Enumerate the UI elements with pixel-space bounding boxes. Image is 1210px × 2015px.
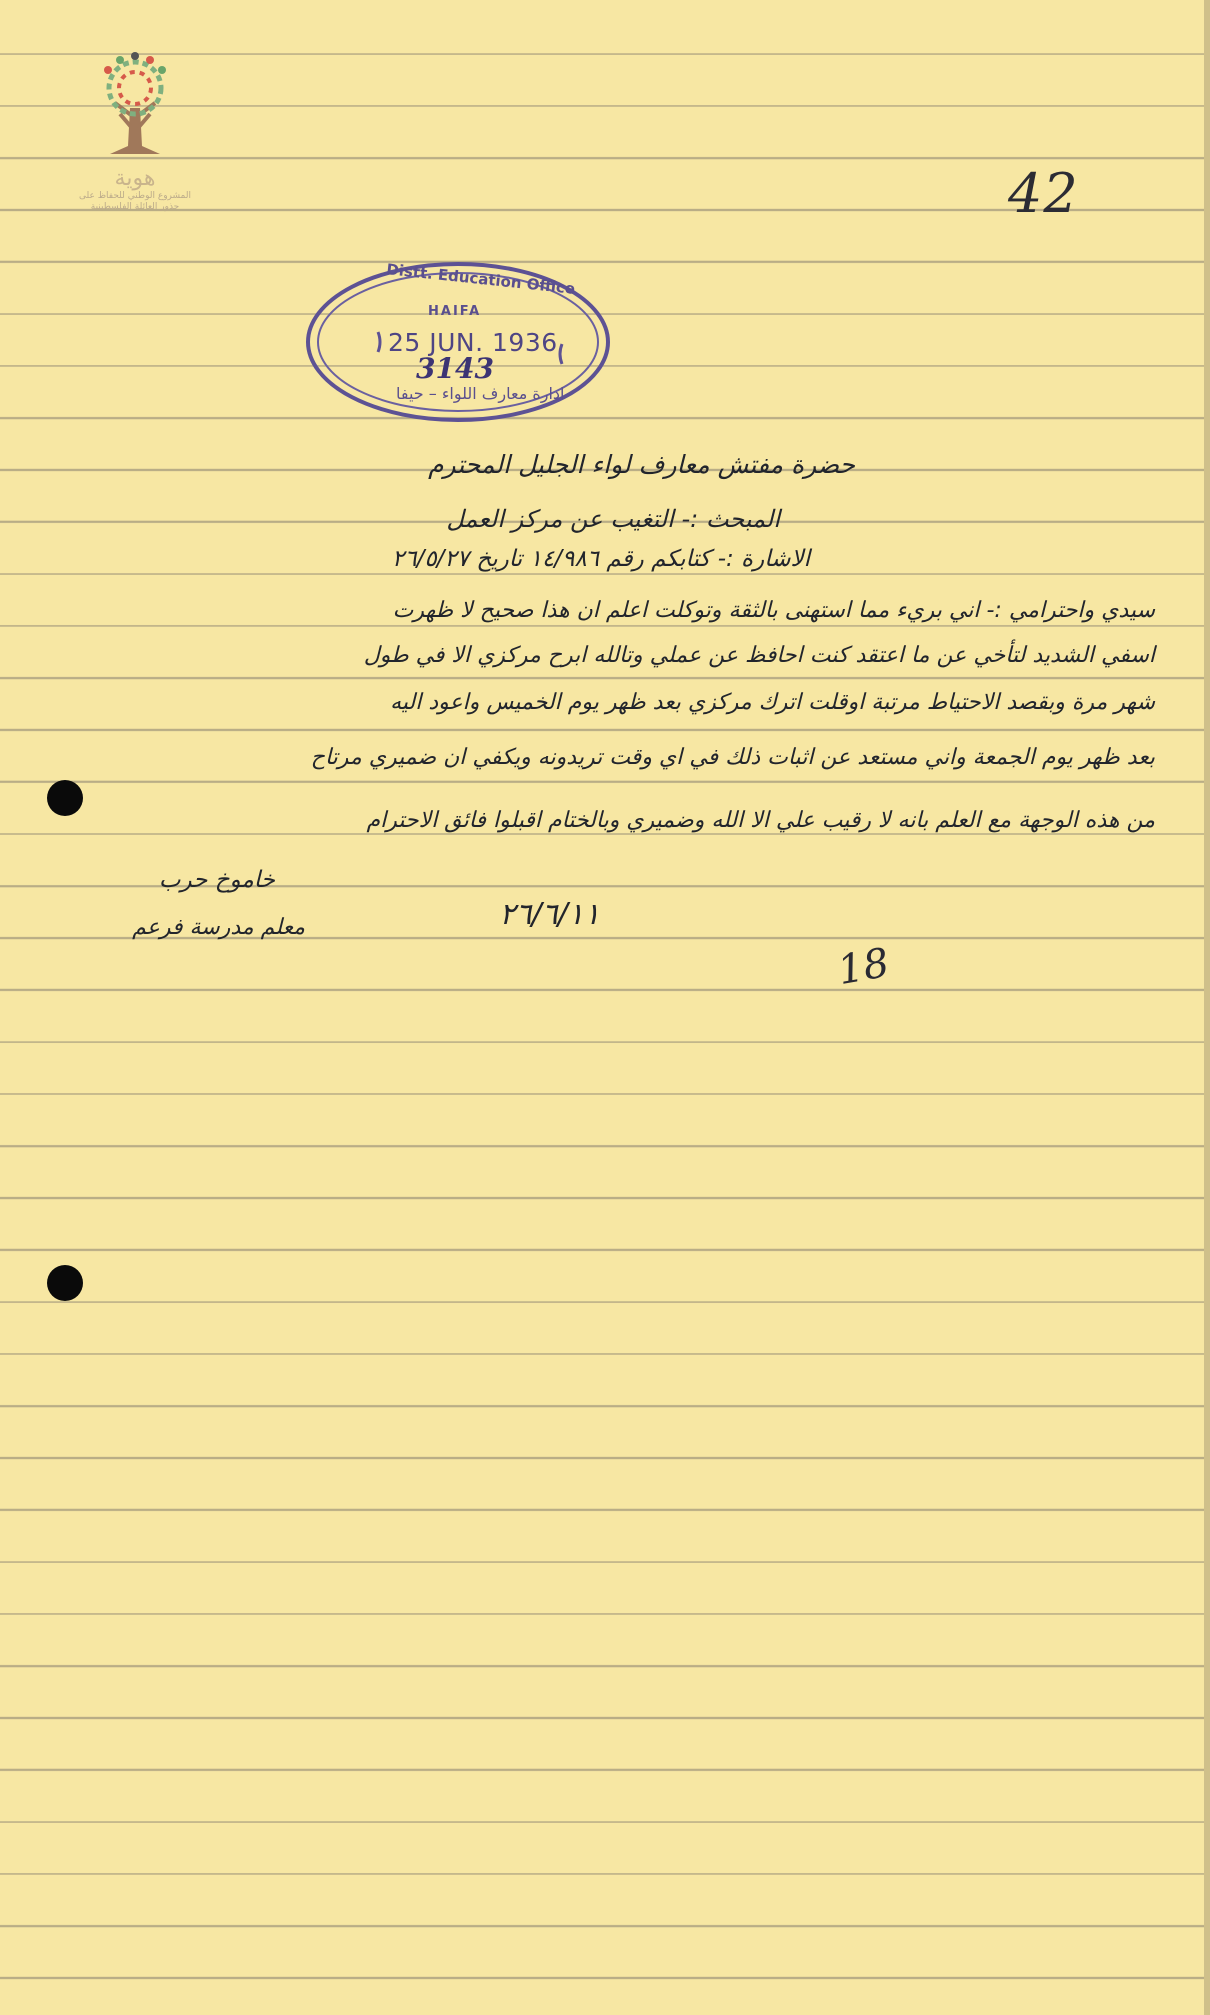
stamp-arabic: ادارة معارف اللواء – حيفا [396, 384, 565, 403]
punch-hole [47, 780, 83, 816]
logo-caption-1: المشروع الوطني للحفاظ على [78, 191, 191, 201]
archive-logo [60, 48, 210, 213]
letter-body-line: سيدي واحترامي :- اني بريء مما استهنى بالثقة وتوكلت اعلم ان هذا صحيح لا ظهرت [392, 598, 1155, 623]
office-stamp [300, 252, 620, 432]
page-edge [1204, 0, 1210, 2015]
signature-name: خاموخ حرب [158, 867, 275, 893]
punch-hole [47, 1265, 83, 1301]
letter-reference: الاشارة :- كتابكم رقم ١٤/٩٨٦ تاريخ ٢٦/٥/٢٧ [391, 546, 810, 572]
letter-body-line: شهر مرة وبقصد الاحتياط مرتبة اوقلت اترك مركزي بعد ظهر يوم الخميس واعود اليه [390, 690, 1155, 715]
letter-addressee: حضرة مفتش معارف لواء الجليل المحترم [428, 450, 855, 479]
stamp-date: 25 JUN. 1936 [388, 328, 558, 357]
stamp-city: HAIFA [428, 304, 482, 319]
letter-body-line: بعد ظهر يوم الجمعة واني مستعد عن اثبات ذلك في اي وقت تريدونه ويكفي ان ضميري مرتاح [310, 745, 1155, 770]
logo-caption-2: جذور العائلة الفلسطينية [90, 202, 180, 212]
logo-word: هوية [114, 166, 156, 191]
stamp-number: 3143 [416, 352, 494, 385]
letter-subject: المبحث :- التغيب عن مركز العمل [446, 505, 780, 533]
stamp-department: Distt. Education Office [385, 260, 576, 298]
folio-number: 42 [1008, 162, 1079, 225]
letter-body-line: اسفي الشديد لتأخي عن ما اعتقد كنت احافظ عن عملي وتالله ابرح مركزي الا في طول [363, 643, 1155, 668]
signature-title: معلم مدرسة فرعم [132, 915, 305, 940]
letter-body-line: من هذه الوجهة مع العلم بانه لا رقيب علي الا الله وضميري وبالختام اقبلوا فائق الاحترام [366, 808, 1155, 833]
letter-date: ٢٦/٦/١١ [499, 897, 600, 932]
tree-people-logo-icon [80, 48, 190, 158]
marginal-note: 18 [834, 939, 893, 995]
